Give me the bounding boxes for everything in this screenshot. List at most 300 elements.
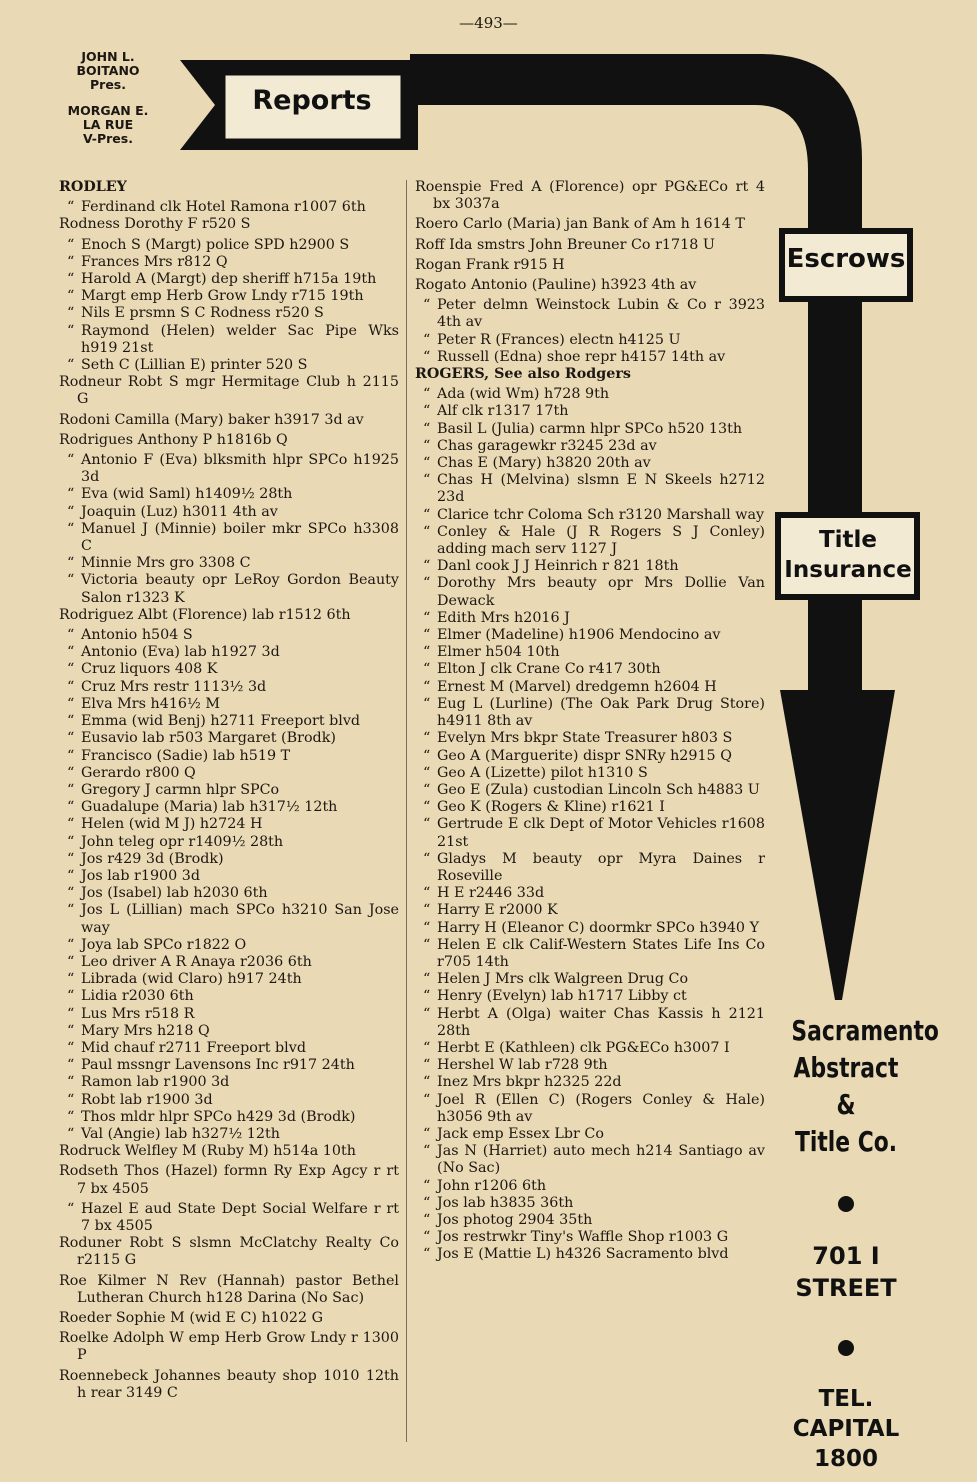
entry-text: Ferdinand clk Hotel Ramona r1007 6th [81,199,366,216]
entry-text: Ada (wid Wm) h728 9th [437,386,610,403]
arrow-shaft-lower-shape [410,105,418,150]
entry-text: Roe Kilmer N Rev (Hannah) pastor Bethel Lutheran Church h128 Darina (No Sac) [59,1272,399,1306]
directory-entry [59,504,399,521]
ditto-mark: “ [67,988,75,1005]
directory-entry [59,452,399,486]
entry-text: Enoch S (Margt) police SPD h2900 S [81,236,350,253]
entry-text: Minnie Mrs gro 3308 C [81,555,251,572]
entry-text: Roennebeck Johannes beauty shop 1010 12th h rear 3149 C [59,1367,399,1401]
entry-text: Roff Ida smstrs John Breuner Co r1718 U [415,236,715,253]
entry-text: Joya lab SPCo r1822 O [81,936,247,953]
entry-text: Paul mssngr Lavensons Inc r917 24th [81,1057,355,1074]
ditto-mark: “ [423,678,431,695]
directory-entry [415,524,765,558]
entry-text: Rodruck Welfley M (Ruby M) h514a 10th [59,1143,356,1160]
entry-text: Mary Mrs h218 Q [81,1022,210,1039]
ditto-mark: “ [423,523,431,540]
page-number: —493— [459,14,518,32]
ditto-mark: “ [67,850,75,867]
entry-text: Elton J clk Crane Co r417 30th [437,661,661,678]
entry-text: Francisco (Sadie) lab h519 T [81,747,291,764]
ditto-mark: “ [67,971,75,988]
ditto-mark: “ [423,747,431,764]
directory-entry [59,1040,399,1057]
directory-entry [415,1143,765,1177]
ditto-mark: “ [423,799,431,816]
directory-entry [59,521,399,555]
directory-entry [415,1074,765,1091]
directory-entry [415,610,765,627]
directory-heading [415,366,765,383]
entry-text: Lidia r2030 6th [81,988,194,1005]
entry-text: Alf clk r1317 17th [437,403,569,420]
directory-entry [59,765,399,782]
directory-entry [415,349,765,366]
entry-text: Manuel J (Minnie) boiler mkr SPCo h3308 C [81,520,399,555]
company-name-line: Title Co. [794,1125,898,1158]
entry-text: Geo A (Lizette) pilot h1310 S [437,764,648,781]
entry-text: Eug L (Lurline) (The Oak Park Drug Store) h4911 8th av [437,695,765,730]
directory-entry [59,902,399,936]
entry-text: Ramon lab r1900 3d [81,1074,230,1091]
entry-text: Rogato Antonio (Pauline) h3923 4th av [415,277,697,294]
ditto-mark: “ [67,1074,75,1091]
entry-text: Gladys M beauty opr Myra Daines r Roseville [437,850,765,884]
entry-text: Elmer (Madeline) h1906 Mendocino av [437,627,721,644]
directory-entry [415,661,765,678]
entry-text: Cruz Mrs restr 1113½ 3d [81,678,267,695]
entry-text: Harry E r2000 K [437,902,558,919]
entry-text: Rodneur Robt S mgr Hermitage Club h 2115 G [59,374,399,408]
directory-entry [59,305,399,322]
directory-entry [59,1057,399,1074]
company-ad-block [776,1012,939,1474]
entry-text: Rodriguez Albt (Florence) lab r1512 6th [59,606,351,623]
ditto-mark: “ [67,885,75,902]
directory-entry [59,868,399,885]
entry-text: Jos lab h3835 36th [437,1194,574,1211]
entry-text: Inez Mrs bkpr h2325 22d [437,1074,622,1091]
directory-entry [415,237,765,254]
entry-text: Herbt A (Olga) waiter Chas Kassis h 2121 28th [437,1005,765,1039]
directory-entry [415,696,765,730]
ditto-mark: “ [67,833,75,850]
company-name-line: Abstract & [793,1051,899,1121]
entry-text: Roelke Adolph W emp Herb Grow Lndy r 1300 P [59,1330,399,1364]
ditto-mark: “ [423,455,431,472]
directory-entry [59,1235,399,1269]
entry-text: Jack emp Essex Lbr Co [437,1125,604,1142]
entry-text: Roero Carlo (Maria) jan Bank of Am h 1614 T [415,216,745,233]
directory-entry [59,1023,399,1040]
entry-text: Leo driver A R Anaya r2036 6th [81,953,312,970]
column-divider [406,180,407,1442]
entry-text: Jos E (Mattie L) h4326 Sacramento blvd [437,1246,729,1263]
directory-entry [59,816,399,833]
directory-entry [415,816,765,850]
directory-entry [59,555,399,572]
directory-entry [415,1092,765,1126]
entry-text: Chas E (Mary) h3820 20th av [437,455,651,472]
directory-entry [59,1310,399,1327]
directory-entry [415,782,765,799]
entry-text: Gerardo r800 Q [81,764,196,781]
directory-entry [415,885,765,902]
ditto-mark: “ [67,695,75,712]
directory-entry [59,937,399,954]
entry-text: Roeder Sophie M (wid E C) h1022 G [59,1310,324,1326]
entry-text: Librada (wid Claro) h917 24th [81,971,302,988]
ditto-mark: “ [423,1125,431,1142]
ditto-mark: “ [67,936,75,953]
ditto-mark: “ [423,1229,431,1246]
entry-text: H E r2446 33d [437,885,545,902]
address-line: 701 I [812,1242,880,1270]
ditto-mark: “ [67,322,75,339]
entry-text: Joel R (Ellen C) (Rogers Conley & Hale) h3056 9th av [437,1091,765,1125]
title-insurance-label: Title Insurance [784,527,912,583]
directory-entry [59,799,399,816]
phone-line: CAPITAL [792,1416,900,1442]
directory-entry [415,748,765,765]
directory-entry [415,421,765,438]
entry-text: Cruz liquors 408 K [81,661,218,678]
ditto-mark: “ [423,971,431,988]
directory-entry [59,851,399,868]
ditto-mark: “ [423,386,431,403]
ditto-mark: “ [67,644,75,661]
entry-text: RODLEY [59,179,127,195]
directory-entry [415,937,765,971]
entry-text: Jos photog 2904 35th [437,1211,593,1228]
ditto-mark: “ [67,867,75,884]
directory-entry [415,679,765,696]
ditto-mark: “ [423,850,431,867]
ditto-mark: “ [67,288,75,305]
ditto-mark: “ [67,486,75,503]
entry-text: Antonio h504 S [81,627,193,644]
directory-entry [415,851,765,885]
ditto-mark: “ [423,695,431,712]
directory-entry [415,297,765,331]
directory-entry [59,607,399,624]
directory-entry [415,902,765,919]
entry-text: Victoria beauty opr LeRoy Gordon Beauty Salon r1323 K [81,572,399,606]
directory-entry [59,1074,399,1091]
ditto-mark: “ [423,1091,431,1108]
entry-text: John r1206 6th [437,1177,547,1194]
ditto-mark: “ [423,781,431,798]
entry-text: Rodrigues Anthony P h1816b Q [59,431,288,448]
entry-text: Edith Mrs h2016 J [437,609,570,626]
ditto-mark: “ [423,730,431,747]
ditto-mark: “ [423,919,431,936]
ditto-mark: “ [67,1108,75,1125]
ditto-mark: “ [67,816,75,833]
entry-text: Val (Angie) lab h327½ 12th [81,1125,280,1142]
entry-text: Basil L (Julia) carmn hlpr SPCo h520 13th [437,420,743,437]
bullet-dot-icon [838,1196,854,1212]
entry-text: Raymond (Helen) welder Sac Pipe Wks h919 21st [81,322,399,356]
address-line: STREET [795,1274,897,1302]
ditto-mark: “ [423,472,431,489]
entry-text: Rodness Dorothy F r520 S [59,216,251,233]
directory-entry [59,288,399,305]
directory-entry [59,271,399,288]
ditto-mark: “ [423,627,431,644]
entry-text: Henry (Evelyn) lab h1717 Libby ct [437,988,687,1005]
directory-entry [415,971,765,988]
directory-entry [415,438,765,455]
entry-text: Antonio F (Eva) blksmith hlpr SPCo h1925 3d [81,452,399,486]
entry-text: Lus Mrs r518 R [81,1005,195,1022]
ditto-mark: “ [67,730,75,747]
ditto-mark: “ [67,1022,75,1039]
directory-entry [59,323,399,357]
directory-entry [59,661,399,678]
directory-entry [415,627,765,644]
ditto-mark: “ [423,816,431,833]
bullet-dot-icon [838,1340,854,1356]
ditto-mark: “ [67,713,75,730]
entry-text: Robt lab r1900 3d [81,1091,213,1108]
directory-entry [415,1212,765,1229]
ditto-mark: “ [423,331,431,348]
entry-text: Chas garagewkr r3245 23d av [437,437,657,454]
directory-entry [415,799,765,816]
ditto-mark: “ [67,305,75,322]
directory-entry [59,679,399,696]
directory-entry [59,1092,399,1109]
directory-entry [415,179,765,213]
entry-text: Roduner Robt S slsmn McClatchy Realty Co r2115 G [59,1235,399,1269]
directory-column-left [59,179,399,1405]
ditto-mark: “ [67,199,75,216]
directory-entry [59,782,399,799]
entry-text: Rogan Frank r915 H [415,256,565,273]
entry-text: Eva (wid Saml) h1409½ 28th [81,486,293,503]
entry-text: Antonio (Eva) lab h1927 3d [81,644,280,661]
directory-entry [415,507,765,524]
directory-entry [59,374,399,408]
phone-line: TEL. [818,1386,874,1412]
entry-text: Thos mldr hlpr SPCo h429 3d (Brodk) [81,1108,356,1125]
ditto-mark: “ [423,420,431,437]
directory-entry [415,920,765,937]
ditto-mark: “ [423,661,431,678]
ditto-mark: “ [423,1194,431,1211]
entry-text: Ernest M (Marvel) dredgemn h2604 H [437,678,717,695]
directory-entry [415,1246,765,1263]
entry-text: Herbt E (Kathleen) clk PG&ECo h3007 I [437,1039,730,1056]
directory-entry [59,644,399,661]
entry-text: Elva Mrs h416½ M [81,695,221,712]
directory-entry [59,1109,399,1126]
directory-entry [59,216,399,233]
ditto-mark: “ [423,988,431,1005]
directory-entry [59,1201,399,1235]
directory-entry [59,885,399,902]
arrow-head-shape [780,690,895,1000]
directory-entry [59,1368,399,1402]
entry-text: Jos lab r1900 3d [81,867,201,884]
ditto-mark: “ [423,936,431,953]
directory-entry [415,386,765,403]
entry-text: Margt emp Herb Grow Lndy r715 19th [81,288,364,305]
entry-text: Russell (Edna) shoe repr h4157 14th av [437,348,726,365]
ditto-mark: “ [67,1039,75,1056]
ditto-mark: “ [67,555,75,572]
entry-text: John teleg opr r1409½ 28th [81,833,284,850]
directory-entry [59,971,399,988]
entry-text: Harold A (Margt) dep sheriff h715a 19th [81,271,377,288]
ditto-mark: “ [67,781,75,798]
directory-entry [415,1006,765,1040]
entry-text: Jos r429 3d (Brodk) [81,850,224,867]
entry-text: Gregory J carmn hlpr SPCo [81,781,280,798]
directory-entry [415,332,765,349]
directory-entry [59,357,399,374]
ditto-mark: “ [423,506,431,523]
ditto-mark: “ [423,1039,431,1056]
directory-entry [59,748,399,765]
ditto-mark: “ [67,357,75,374]
officer-role: V-Pres. [83,131,133,146]
ditto-mark: “ [67,764,75,781]
ditto-mark: “ [423,764,431,781]
directory-entry [59,572,399,606]
ditto-mark: “ [67,253,75,270]
escrows-label: Escrows [786,244,906,274]
entry-text: Harry H (Eleanor C) doormkr SPCo h3940 Y [437,919,760,936]
directory-entry [59,834,399,851]
ditto-mark: “ [423,1057,431,1074]
officer-name: JOHN L. BOITANO [76,49,140,78]
entry-text: Danl cook J J Heinrich r 821 18th [437,558,679,575]
ditto-mark: “ [67,1200,75,1217]
entry-text: Geo K (Rogers & Kline) r1621 I [437,799,665,816]
ditto-mark: “ [423,1246,431,1263]
directory-entry [59,486,399,503]
ditto-mark: “ [67,520,75,537]
entry-text: Hazel E aud State Dept Social Welfare r rt 7 bx 4505 [81,1200,399,1234]
phone-line: 1800 [813,1446,878,1472]
entry-text: Roenspie Fred A (Florence) opr PG&ECo rt 4 bx 3037a [415,179,765,213]
directory-entry [415,988,765,1005]
directory-entry [59,1126,399,1143]
directory-entry [59,988,399,1005]
directory-entry [415,257,765,274]
entry-text: Hershel W lab r728 9th [437,1057,608,1074]
ditto-mark: “ [67,503,75,520]
directory-entry [415,1040,765,1057]
directory-entry [415,277,765,294]
entry-text: Dorothy Mrs beauty opr Mrs Dollie Van Dewack [437,575,765,609]
ditto-mark: “ [67,1057,75,1074]
directory-entry [59,1163,399,1197]
ditto-mark: “ [423,885,431,902]
directory-entry [59,237,399,254]
entry-text: Gertrude E clk Dept of Motor Vehicles r1608 21st [437,816,765,850]
officer-role: Pres. [90,77,126,92]
ditto-mark: “ [423,297,431,314]
entry-text: Evelyn Mrs bkpr State Treasurer h803 S [437,730,733,747]
ditto-mark: “ [67,747,75,764]
entry-text: Geo A (Marguerite) dispr SNRy h2915 Q [437,747,732,764]
directory-entry [59,954,399,971]
entry-text: Geo E (Zula) custodian Lincoln Sch h4883 U [437,781,760,798]
directory-entry [59,432,399,449]
directory-entry [415,1195,765,1212]
entry-text: Peter R (Frances) electn h4125 U [437,331,681,348]
directory-entry [415,1178,765,1195]
ditto-mark: “ [67,1005,75,1022]
directory-entry [415,765,765,782]
directory-entry [415,558,765,575]
ditto-mark: “ [67,799,75,816]
directory-entry [415,1229,765,1246]
ditto-mark: “ [67,661,75,678]
ditto-mark: “ [67,902,75,919]
ditto-mark: “ [423,348,431,365]
entry-text: Eusavio lab r503 Margaret (Brodk) [81,730,336,747]
directory-entry [59,254,399,271]
entry-text: ROGERS, See also Rodgers [415,366,631,383]
ditto-mark: “ [67,572,75,589]
entry-text: Joaquin (Luz) h3011 4th av [81,503,278,520]
reports-label: Reports [252,85,372,116]
entry-text: Jos L (Lillian) mach SPCo h3210 San Jose way [81,902,399,936]
entry-text: Rodseth Thos (Hazel) formn Ry Exp Agcy r rt 7 bx 4505 [59,1163,399,1197]
ditto-mark: “ [423,609,431,626]
directory-entry [59,412,399,429]
entry-text: Jas N (Harriet) auto mech h214 Santiago av (No Sac) [437,1143,765,1177]
entry-text: Frances Mrs r812 Q [81,253,228,270]
ditto-mark: “ [67,271,75,288]
ditto-mark: “ [423,644,431,661]
ditto-mark: “ [423,437,431,454]
directory-entry [415,575,765,609]
directory-entry [415,216,765,233]
directory-entry [415,644,765,661]
entry-text: Peter delmn Weinstock Lubin & Co r 3923 4th av [437,297,765,331]
directory-entry [59,1273,399,1307]
entry-text: Helen E clk Calif-Western States Life Ins Co r705 14th [437,936,765,970]
entry-text: Seth C (Lillian E) printer 520 S [81,357,308,374]
ditto-mark: “ [423,1211,431,1228]
ditto-mark: “ [423,558,431,575]
ditto-mark: “ [423,403,431,420]
entry-text: Conley & Hale (J R Rogers S J Conley) adding mach serv 1127 J [437,523,765,558]
directory-entry [415,472,765,506]
entry-text: Elmer h504 10th [437,644,560,661]
entry-text: Rodoni Camilla (Mary) baker h3917 3d av [59,411,364,428]
ditto-mark: “ [67,627,75,644]
ditto-mark: “ [67,1091,75,1108]
entry-text: Clarice tchr Coloma Sch r3120 Marshall way [437,506,765,523]
entry-text: Jos (Isabel) lab h2030 6th [81,885,268,902]
directory-entry [59,1330,399,1364]
directory-entry [415,403,765,420]
ditto-mark: “ [67,1125,75,1142]
directory-entry [59,1143,399,1160]
entry-text: Helen (wid M J) h2724 H [81,816,263,833]
directory-entry [415,1057,765,1074]
directory-entry [59,713,399,730]
entry-text: Mid chauf r2711 Freeport blvd [81,1039,306,1056]
directory-entry [59,199,399,216]
ditto-mark: “ [423,1143,431,1160]
